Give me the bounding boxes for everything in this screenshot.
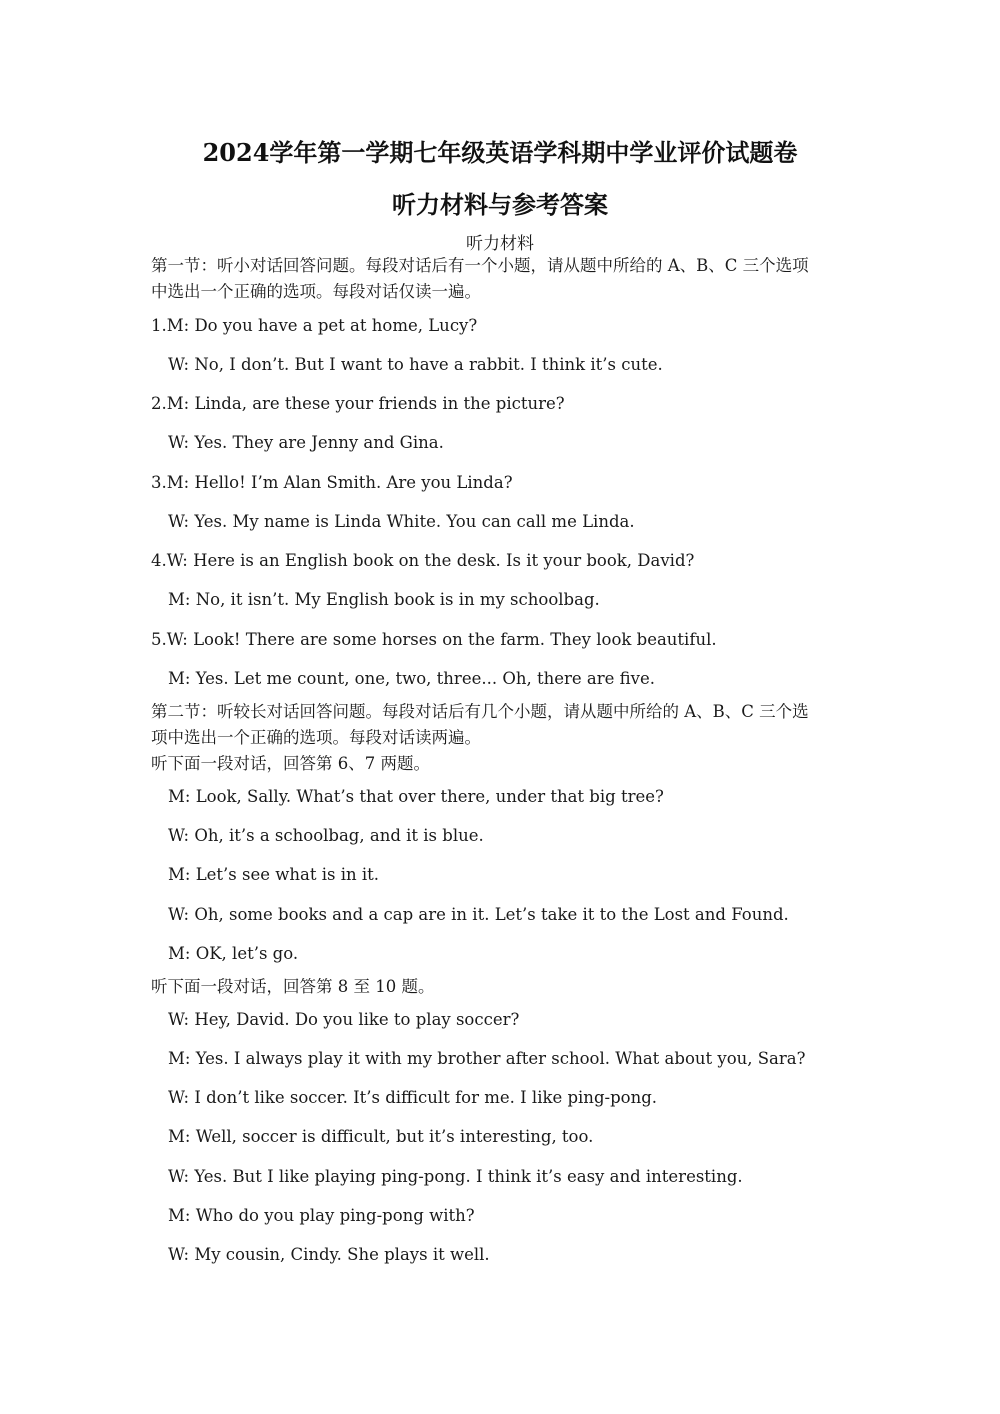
dialog2-line: M: Yes. I always play it with my brother after school. What about you, Sara? xyxy=(168,1049,806,1068)
dialog2-line: W: My cousin, Cindy. She plays it well. xyxy=(168,1245,490,1264)
dialog-line-a2: W: Yes. They are Jenny and Gina. xyxy=(168,433,444,452)
dialog2-line: W: I don’t like soccer. It’s difficult for me. I like ping-pong. xyxy=(168,1088,658,1107)
dialog2-line: W: Hey, David. Do you like to play soccer? xyxy=(168,1010,520,1029)
dialog-line-q5: 5.W: Look! There are some horses on the farm. They look beautiful. xyxy=(151,630,717,649)
dialog1-line: M: OK, let’s go. xyxy=(168,944,299,963)
section2-instruction-line1: 第二节：听较长对话回答问题。每段对话后有几个小题，请从题中所给的 A、B、C 三个选 xyxy=(151,702,809,721)
dialog1-line: W: Oh, some books and a cap are in it. Let’s take it to the Lost and Found. xyxy=(168,905,789,924)
dialog2-line: W: Yes. But I like playing ping-pong. I think it’s easy and interesting. xyxy=(168,1167,743,1186)
dialog-line-a1: W: No, I don’t. But I want to have a rabbit. I think it’s cute. xyxy=(168,355,663,374)
dialog-line-a4: M: No, it isn’t. My English book is in my schoolbag. xyxy=(168,590,600,609)
dialog-line-q2: 2.M: Linda, are these your friends in the picture? xyxy=(151,394,565,413)
dialog1-line: M: Look, Sally. What’s that over there, under that big tree? xyxy=(168,787,664,806)
page-title: 2024学年第一学期七年级英语学科期中学业评价试题卷 xyxy=(202,138,798,167)
section-heading: 听力材料 xyxy=(466,234,534,254)
dialog1-line: W: Oh, it’s a schoolbag, and it is blue. xyxy=(168,826,484,845)
dialog2-line: M: Who do you play ping-pong with? xyxy=(168,1206,475,1225)
dialog2-line: M: Well, soccer is difficult, but it’s interesting, too. xyxy=(168,1127,594,1146)
dialog-line-a5: M: Yes. Let me count, one, two, three... Oh, there are five. xyxy=(168,669,655,688)
dialog1-intro: 听下面一段对话，回答第 6、7 两题。 xyxy=(151,754,430,773)
page-subtitle: 听力材料与参考答案 xyxy=(392,190,608,219)
dialog1-line: M: Let’s see what is in it. xyxy=(168,865,380,884)
section1-instruction-line1: 第一节：听小对话回答问题。每段对话后有一个小题，请从题中所给的 A、B、C 三个选项 xyxy=(151,256,809,275)
section2-instruction-line2: 项中选出一个正确的选项。每段对话读两遍。 xyxy=(151,728,481,747)
dialog2-intro: 听下面一段对话，回答第 8 至 10 题。 xyxy=(151,977,435,996)
dialog-line-q4: 4.W: Here is an English book on the desk. Is it your book, David? xyxy=(151,551,695,570)
section1-instruction-line2: 中选出一个正确的选项。每段对话仅读一遍。 xyxy=(151,282,481,301)
dialog-line-q1: 1.M: Do you have a pet at home, Lucy? xyxy=(151,316,478,335)
dialog-line-q3: 3.M: Hello! I’m Alan Smith. Are you Linda? xyxy=(151,473,513,492)
dialog-line-a3: W: Yes. My name is Linda White. You can call me Linda. xyxy=(168,512,635,531)
